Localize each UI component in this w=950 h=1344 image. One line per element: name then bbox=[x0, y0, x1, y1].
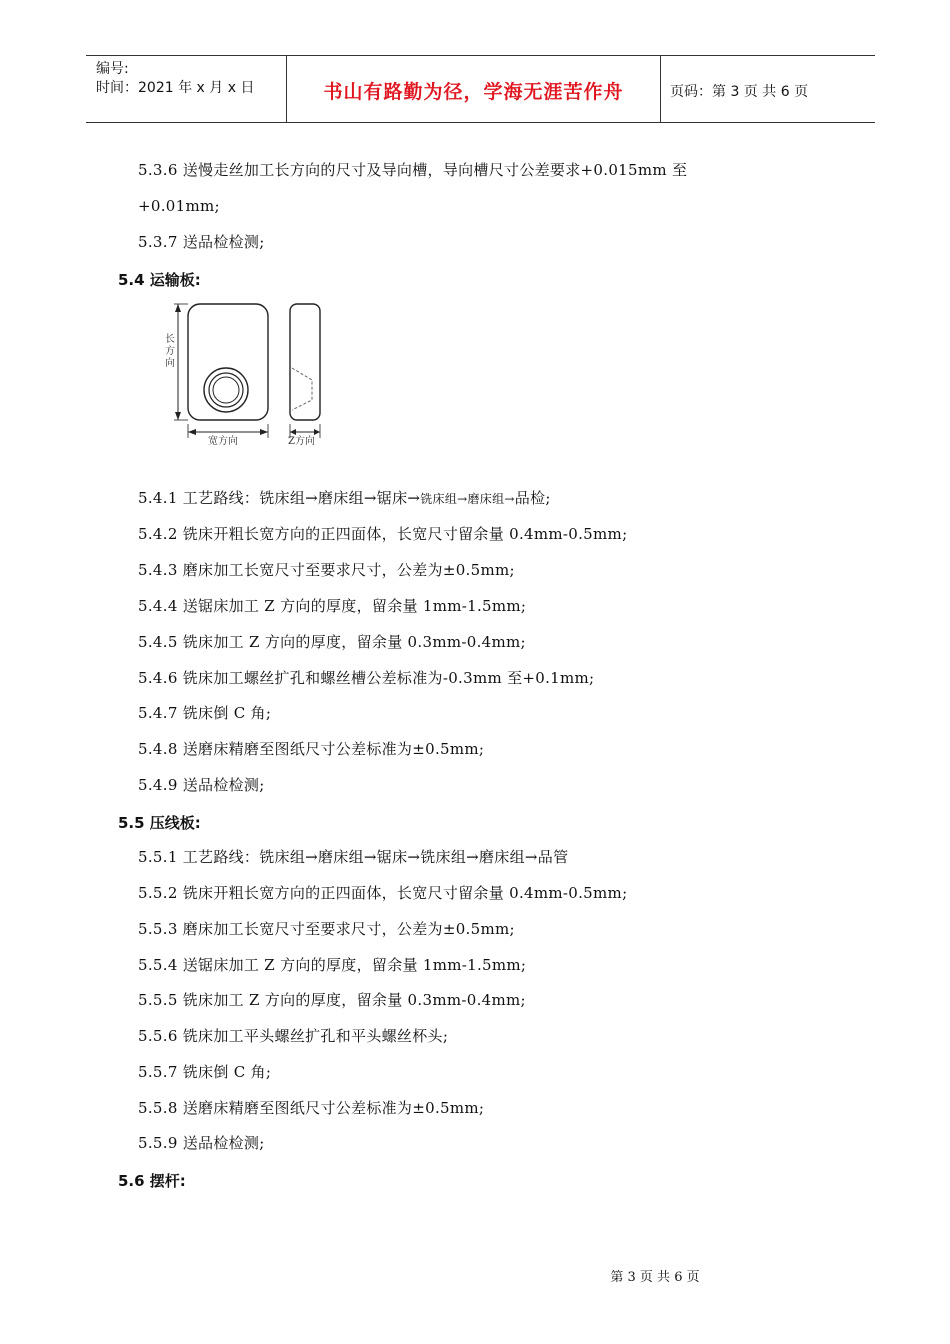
header-meta bbox=[96, 60, 254, 98]
page-footer: 第 3 页 共 6 页 bbox=[610, 1270, 700, 1285]
section-heading: 5.5 压线板: bbox=[118, 814, 201, 832]
text-line: 5.3.7 送品检检测; bbox=[138, 233, 265, 251]
header-divider bbox=[660, 56, 661, 122]
text-line: 5.5.3 磨床加工长宽尺寸至要求尺寸，公差为±0.5mm; bbox=[138, 920, 515, 938]
page-header bbox=[86, 55, 875, 123]
width-direction-label: 宽方向 bbox=[208, 436, 238, 447]
text-line: 5.5.6 铣床加工平头螺丝扩孔和平头螺丝杯头; bbox=[138, 1027, 449, 1045]
text-line: 5.4.3 磨床加工长宽尺寸至要求尺寸，公差为±0.5mm; bbox=[138, 561, 515, 579]
text-line: 5.5.2 铣床开粗长宽方向的正四面体，长宽尺寸留余量 0.4mm-0.5mm; bbox=[138, 884, 628, 902]
text-line: 5.4.9 送品检检测; bbox=[138, 776, 265, 794]
header-page-number: 页码：第 3 页 共 6 页 bbox=[670, 84, 809, 100]
section-heading: 5.4 运输板: bbox=[118, 271, 201, 289]
header-motto: 书山有路勤为径，学海无涯苦作舟 bbox=[323, 81, 624, 103]
section-heading: 5.6 摆杆: bbox=[118, 1172, 186, 1190]
text-line: 5.4.5 铣床加工 Z 方向的厚度，留余量 0.3mm-0.4mm; bbox=[138, 633, 526, 651]
text-line: 5.5.9 送品检检测; bbox=[138, 1134, 265, 1152]
text-line: 5.5.7 铣床倒 C 角; bbox=[138, 1063, 272, 1081]
text-line: 5.5.4 送锯床加工 Z 方向的厚度，留余量 1mm-1.5mm; bbox=[138, 956, 527, 974]
text-line: 5.4.6 铣床加工螺丝扩孔和螺丝槽公差标准为-0.3mm 至+0.1mm; bbox=[138, 669, 595, 687]
text-line: 5.5.8 送磨床精磨至图纸尺寸公差标准为±0.5mm; bbox=[138, 1099, 485, 1117]
z-direction-label: Z方向 bbox=[288, 436, 315, 447]
text-line: 5.5.1 工艺路线：铣床组→磨床组→锯床→铣床组→磨床组→品管 bbox=[138, 848, 569, 866]
time-label: 时间：2021 年 x 月 x 日 bbox=[96, 80, 255, 96]
text-line: +0.01mm; bbox=[138, 197, 220, 215]
transport-plate-drawing bbox=[162, 298, 362, 450]
text-line: 5.4.2 铣床开粗长宽方向的正四面体，长宽尺寸留余量 0.4mm-0.5mm; bbox=[138, 525, 628, 543]
text-line: 5.4.8 送磨床精磨至图纸尺寸公差标准为±0.5mm; bbox=[138, 740, 485, 758]
text-line: 5.3.6 送慢走丝加工长方向的尺寸及导向槽，导向槽尺寸公差要求+0.015mm 至 bbox=[138, 161, 688, 179]
serial-label: 编号: bbox=[96, 61, 129, 77]
text-line: 5.5.5 铣床加工 Z 方向的厚度，留余量 0.3mm-0.4mm; bbox=[138, 991, 526, 1009]
text-line: 5.4.7 铣床倒 C 角; bbox=[138, 704, 272, 722]
text-line: 5.4.4 送锯床加工 Z 方向的厚度，留余量 1mm-1.5mm; bbox=[138, 597, 527, 615]
length-direction-label: 长方向 bbox=[165, 334, 175, 369]
text-line: 5.4.1 工艺路线：铣床组→磨床组→锯床→铣床组→磨床组→品检; bbox=[138, 489, 551, 507]
